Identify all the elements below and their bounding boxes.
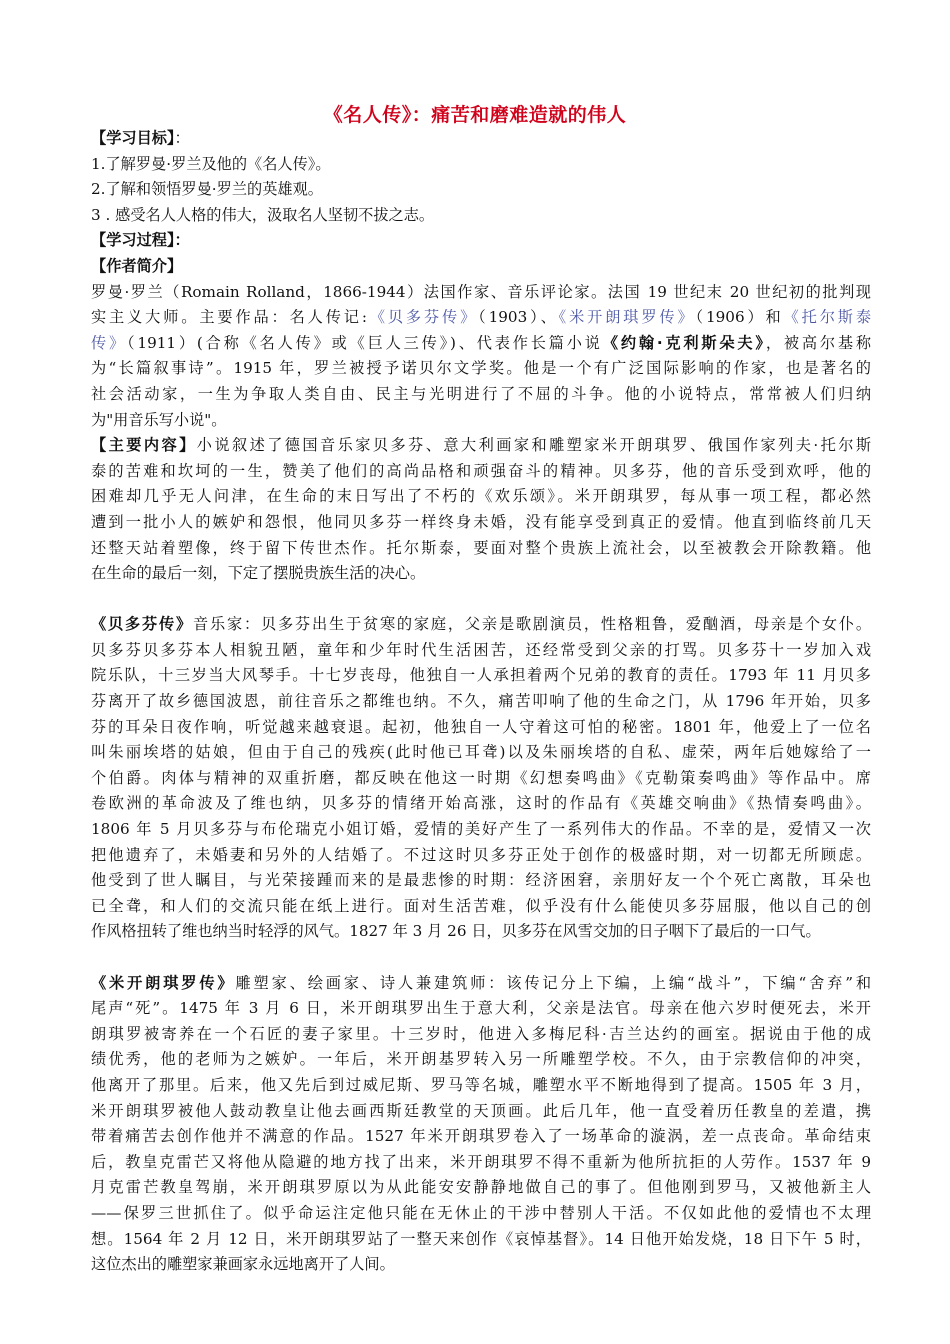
beethoven-line: 把他遗弃了，未婚妻和另外的人结婚了。不过这时贝多芬正处于创作的极盛时期，对一切都无所顾虑。 xyxy=(91,845,871,864)
beethoven-line: 贝多芬贝多芬本人相貌丑陋，童年和少年时代生活困苦，还经常受到父亲的打骂。贝多芬十一岁加入戏 xyxy=(91,640,871,659)
michelangelo-line: 他离开了那里。后来，他又先后到过威尼斯、罗马等名城，雕塑水平不断地得到了提高。1505 年 3 月， xyxy=(91,1075,871,1094)
author-heading: 【作者简介】 xyxy=(91,256,183,275)
author-line: 为"用音乐写小说"。 xyxy=(91,410,227,429)
michelangelo-line: 后，教皇克雷芒又将他从隐避的地方找了出来，米开朗琪罗不得不重新为他所抗拒的人劳作。1537 年 9 xyxy=(91,1152,871,1171)
document-title: 《名人传》：痛苦和磨难造就的伟人 xyxy=(323,104,627,126)
michelangelo-line xyxy=(91,971,871,997)
content-line: 泰的苦难和坎坷的一生，赞美了他们的高尚品格和顽强奋斗的精神。贝多芬，他的音乐受到欢呼，他的 xyxy=(91,461,871,480)
beethoven-heading: 《贝多芬传》 xyxy=(91,615,193,634)
beethoven-line xyxy=(91,612,871,638)
michelangelo-line: 想。1564 年 2 月 12 日，米开朗琪罗站了一整天来创作《哀悼基督》。14 日他开始发烧，18 日下午 5 时， xyxy=(91,1229,871,1248)
beethoven-line: 作风格扭转了维也纳当时轻浮的风气。1827 年 3 月 26 日，贝多芬在风雪交加的日子咽下了最后的一口气。 xyxy=(91,922,821,941)
author-line xyxy=(91,305,871,331)
content-line: 困难却几乎无人问津，在生命的末日写出了不朽的《欢乐颂》。米开朗琪罗，每从事一项工程，都必然 xyxy=(91,487,871,506)
objectives-colon: ： xyxy=(174,129,190,147)
spacer xyxy=(91,945,871,971)
beethoven-line: 院乐队，十三岁当大风琴手。十七岁丧母，他独自一人承担着两个兄弟的教育的责任。1793 年 11 月贝多 xyxy=(91,666,871,685)
beethoven-line: 1806 年 5 月贝多芬与布伦瑞克小姐订婚，爱情的美好产生了一系列伟大的作品。不幸的是，爱情又一次 xyxy=(91,820,871,839)
objective-item: 2.了解和领悟罗曼·罗兰的英雄观。 xyxy=(91,180,323,199)
objective-item: 3 . 感受名人人格的伟大，汲取名人坚韧不拔之志。 xyxy=(91,205,435,224)
spacer xyxy=(91,587,871,613)
author-text: （1911）(合称《名人传》或《巨人三传》)、代表作长篇小说 xyxy=(127,333,603,352)
beethoven-line: 已全聋，和人们的交流只能在纸上进行。面对生活苦难，似乎没有什么能使贝多芬屈服，他以自己的创 xyxy=(91,896,871,915)
michelangelo-line: 月克雷芒教皇驾崩，米开朗琪罗原以为从此能安安静静地做自己的事了。但他刚到罗马，又被他新主人 xyxy=(91,1178,871,1197)
michelangelo-line: 朗琪罗被寄养在一个石匠的妻子家里。十三岁时，他进入多梅尼科·吉兰达约的画室。据说由于他的成 xyxy=(91,1024,871,1043)
author-line xyxy=(91,331,871,357)
beethoven-line: 卷欧洲的革命波及了维也纳，贝多芬的情绪开始高涨，这时的作品有《英雄交响曲》《热情奏鸣曲》。 xyxy=(91,794,871,813)
document-body xyxy=(91,126,871,1278)
content-line: 在生命的最后一刻，下定了摆脱贵族生活的决心。 xyxy=(91,564,426,583)
beethoven-line: 芬的耳朵日夜作响，听觉越来越衰退。起初，他独自一人守着这可怕的秘密。1801 年，他爱上了一位名 xyxy=(91,717,871,736)
michelangelo-link[interactable]: 《米开朗琪罗传》 xyxy=(558,308,696,327)
content-line: 遭到一批小人的嫉妒和怨恨，他同贝多芬一样终身未婚，没有能享受到真正的爱情。他直到临终前几天 xyxy=(91,512,871,531)
beethoven-line: 芬离开了故乡德国波恩，前往音乐之都维也纳。不久，痛苦叩响了他的生命之门，从 1796 年开始，贝多 xyxy=(91,692,871,711)
michelangelo-line: 米开朗琪罗被他人鼓动教皇让他去画西斯廷教堂的天顶画。此后几年，他一直受着历任教皇的差遣，携 xyxy=(91,1101,871,1120)
content-line xyxy=(91,433,871,459)
michelangelo-text: 雕塑家、绘画家、诗人兼建筑师：该传记分上下编，上编“战斗”，下编“舍弃”和 xyxy=(235,973,872,992)
author-line: 罗曼·罗兰（Romain Rolland，1866-1944）法国作家、音乐评论家。法国 19 世纪末 20 世纪初的批判现 xyxy=(91,282,871,301)
michelangelo-heading: 《米开朗琪罗传》 xyxy=(91,973,236,992)
author-text: ，被高尔基称 xyxy=(765,333,872,352)
content-heading: 【主要内容】 xyxy=(91,436,197,455)
beethoven-link[interactable]: 《贝多芬传》 xyxy=(366,308,479,327)
michelangelo-line: 绩优秀，他的老师为之嫉妒。一年后，米开朗基罗转入另一所雕塑学校。不久，由于宗教信仰的冲突， xyxy=(91,1050,871,1069)
beethoven-line: 叫朱丽埃塔的姑娘，但由于自己的残疾(此时他已耳聋)以及朱丽埃塔的自私、虚荣，两年后她嫁给了一 xyxy=(91,743,871,762)
author-text: 实主义大师。主要作品：名人传记: xyxy=(91,308,367,327)
objective-item: 1.了解罗曼·罗兰及他的《名人传》。 xyxy=(91,154,331,173)
objectives-heading: 【学习目标】 xyxy=(91,129,175,147)
beethoven-line: 个伯爵。肉体与精神的双重折磨，都反映在他这一时期《幻想奏鸣曲》《克勒策奏鸣曲》等作品中。席 xyxy=(91,768,871,787)
author-text: （1906）和 xyxy=(695,308,784,327)
michelangelo-line: 尾声“死”。1475 年 3 月 6 日，米开朗琪罗出生于意大利，父亲是法官。母亲在他六岁时便死去，米开 xyxy=(91,999,871,1018)
process-heading: 【学习过程】： xyxy=(91,231,190,250)
tolstoy-link[interactable]: 《托尔斯泰 xyxy=(783,308,872,327)
author-line: 社会活动家，一生为争取人类自由、民主与光明进行了不屈的斗争。他的小说特点，常常被人们归纳 xyxy=(91,384,871,403)
michelangelo-line: 这位杰出的雕塑家兼画家永远地离开了人间。 xyxy=(91,1255,395,1274)
beethoven-text: 音乐家：贝多芬出生于贫寒的家庭，父亲是歌剧演员，性格粗鲁，爱酗酒，母亲是个女仆。 xyxy=(192,615,872,634)
author-line: 为“长篇叙事诗”。1915 年，罗兰被授予诺贝尔文学奖。他是一个有广泛国际影响的作家，也是著名的 xyxy=(91,359,871,378)
jean-christophe-title: 《约翰·克利斯朵夫》 xyxy=(602,333,766,352)
author-text: （1903）、 xyxy=(478,308,559,327)
michelangelo-line: 带着痛苦去创作他并不满意的作品。1527 年米开朗琪罗卷入了一场革命的漩涡，差一点丧命。革命结束 xyxy=(91,1127,871,1146)
objectives-heading-line xyxy=(91,126,871,152)
beethoven-line: 他受到了世人瞩目，与光荣接踵而来的是最悲惨的时期：经济困窘，亲朋好友一个个死亡离散，耳朵也 xyxy=(91,871,871,890)
michelangelo-line: ——保罗三世抓住了。似乎命运注定他只能在无休止的干涉中替别人干活。不仅如此他的爱情也不太理 xyxy=(91,1203,871,1222)
content-line: 还整天站着塑像，终于留下传世杰作。托尔斯泰，要面对整个贵族上流社会，以至被教会开除教籍。他 xyxy=(91,538,871,557)
content-text: 小说叙述了德国音乐家贝多芬、意大利画家和雕塑家米开朗琪罗、俄国作家列夫·托尔斯 xyxy=(196,436,872,455)
tolstoy-link-cont[interactable]: 传》 xyxy=(91,333,128,352)
